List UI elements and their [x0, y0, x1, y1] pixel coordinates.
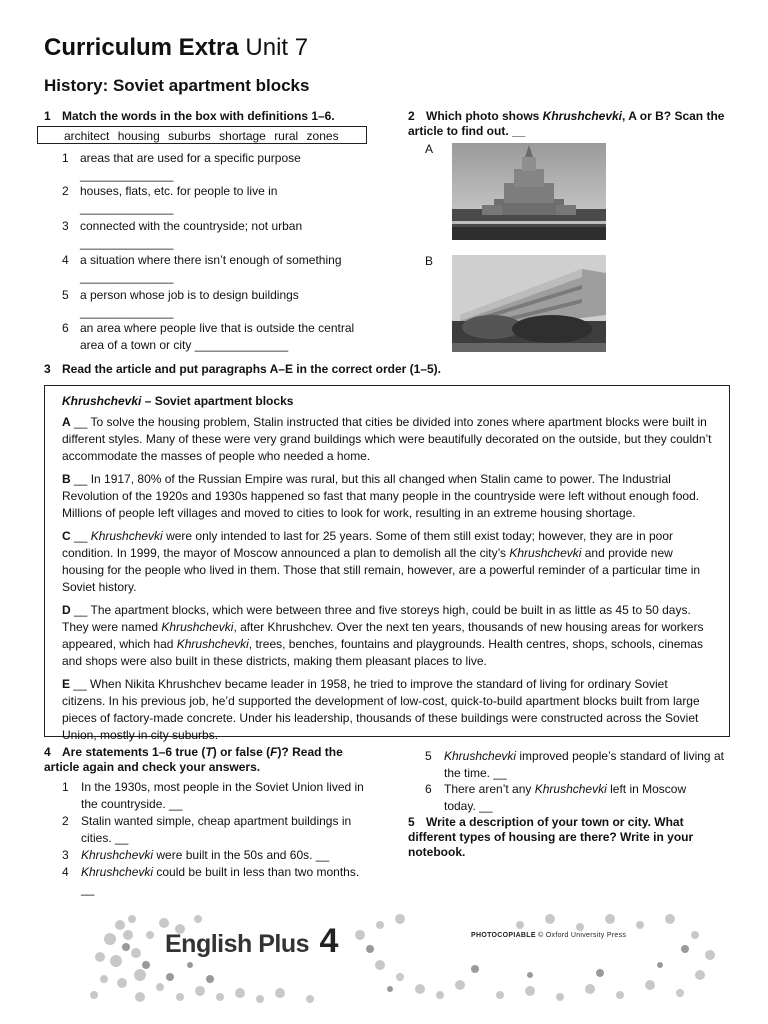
answer-blank[interactable]: ______________	[80, 168, 174, 182]
word-zones: zones	[306, 129, 339, 143]
q1-number: 1	[44, 109, 51, 123]
article-title: Khrushchevki – Soviet apartment blocks	[62, 394, 294, 408]
paragraph-b: B __ In 1917, 80% of the Russian Empire was rural, but this all changed when Stalin came to power. The Industrial Revolution of the 1920s and 1930s happened so fast that many people in the countryside were left without enough food. Millions of people left villages and moved to cities to look for work, resulting in an extreme housing shortage.	[62, 472, 700, 520]
footer-logo	[165, 922, 338, 961]
photo-b-label: B	[425, 254, 434, 268]
word-architect: architect	[64, 129, 110, 143]
page-subtitle: History: Soviet apartment blocks	[44, 76, 310, 95]
q1-item-3: 3 connected with the countryside; not urban ______________	[62, 219, 303, 250]
q3-number: 3	[44, 362, 51, 376]
answer-blank[interactable]: ______________	[80, 305, 174, 319]
q3-instruction: Read the article and put paragraphs A–E in the correct order (1–5).	[62, 362, 441, 376]
q1-item-2: 2 houses, flats, etc. for people to live in ______________	[62, 184, 278, 215]
word-box	[37, 126, 367, 144]
page-title	[44, 34, 308, 62]
q1-instruction: Match the words in the box with definitions 1–6.	[62, 109, 335, 123]
q4-number: 4	[44, 745, 51, 759]
footer-copyright: © Oxford University Press	[538, 932, 627, 939]
answer-blank[interactable]: ______________	[80, 270, 174, 284]
word-housing: housing	[117, 129, 160, 143]
q3-heading	[44, 362, 441, 377]
answer-blank[interactable]: __	[70, 603, 91, 617]
answer-blank[interactable]: ______________	[80, 236, 174, 250]
q4-item-2: 2 Stalin wanted simple, cheap apartment buildings in cities. __	[62, 814, 352, 845]
q1-heading	[44, 109, 335, 124]
q2-number: 2	[408, 109, 415, 123]
answer-blank[interactable]: __	[70, 529, 91, 543]
article-box	[44, 385, 730, 742]
q1-item-6: 6 an area where people live that is outside the central area of a town or city ______________	[62, 321, 355, 352]
title-bold: Curriculum Extra	[44, 34, 239, 61]
q4-item-5: 5 Khrushchevki improved people’s standard of living at the time. __	[425, 749, 724, 780]
paragraph-d: D __ The apartment blocks, which were between three and five storeys high, could be built in as little as 45 to 50 days. They were named Khrushchevki, after Khrushchev. Over the next ten years, thousands of new housing areas for workers appeared, which had Khrushchevki, trees, benches, fountains and playgrounds. Health centres, shops, schools, cinemas and shops were also built in these districts, making them pleasant places to live.	[62, 603, 704, 668]
photo-b-apartment-block	[452, 255, 606, 352]
q5-number: 5	[408, 815, 415, 829]
word-suburbs: suburbs	[168, 129, 211, 143]
answer-blank[interactable]: __	[70, 677, 91, 691]
q4-item-3: 3 Khrushchevki were built in the 50s and 60s. __	[62, 848, 330, 862]
footer-level: 4	[319, 922, 338, 960]
paragraph-a: A __ To solve the housing problem, Stalin instructed that cities be divided into zones where apartment blocks were built in different styles. Many of these were very grand buildings which were beautifully decorated on the outside, but they couldn’t accommodate the masses of people who needed a home.	[62, 415, 712, 463]
q5-instruction: Write a description of your town or city. What different types of housing are there? Write in your notebook.	[408, 815, 694, 859]
word-rural: rural	[274, 129, 299, 143]
footer-brand-plus: Plus	[258, 930, 310, 958]
title-unit: Unit 7	[238, 34, 309, 61]
answer-blank[interactable]: __	[70, 415, 91, 429]
q2-heading: 2 Which photo shows Khrushchevki, A or B? Scan the article to find out. __	[408, 109, 725, 138]
q4-item-6: 6 There aren’t any Khrushchevki left in Moscow today. __	[425, 782, 687, 813]
footer-photocopiable: PHOTOCOPIABLE © Oxford University Press	[471, 932, 627, 939]
q1-item-5: 5 a person whose job is to design buildings ______________	[62, 288, 299, 319]
q5-heading	[408, 815, 728, 860]
photo-a-label: A	[425, 142, 434, 156]
word-shortage: shortage	[219, 129, 266, 143]
answer-blank[interactable]: __	[70, 472, 91, 486]
q1-item-4: 4 a situation where there isn’t enough of something ______________	[62, 253, 342, 284]
footer-brand-english: English	[165, 930, 252, 958]
paragraph-c: C __ Khrushchevki were only intended to last for 25 years. Some of them still exist today; however, they are in poor condition. In 1999, the mayor of Moscow announced a plan to demolish all the city’s Khrushchevki and provide new housing for the people who lived in them. Those that still remain, however, are a powerful reminder of a particular time in Soviet history.	[62, 529, 701, 594]
paragraph-e: E __ When Nikita Khrushchev became leader in 1958, he tried to improve the standard of living for ordinary Soviet citizens. In his previous job, he’d supported the development of low-cost, quick-to-build apartment blocks built from large pieces of factory-made concrete. Under his leadership, thousands of these buildings were constructed across the Soviet Union, mostly in city suburbs.	[62, 677, 700, 742]
q4-heading: 4 Are statements 1–6 true (T) or false (F)? Read the article again and check your answers.	[44, 745, 343, 774]
photo-a-kotelnicheskaya-tower	[452, 143, 606, 240]
q1-item-1: 1 areas that are used for a specific purpose ______________	[62, 151, 301, 182]
q4-item-1: 1 In the 1930s, most people in the Soviet Union lived in the countryside. __	[62, 780, 364, 811]
q4-item-4: 4 Khrushchevki could be built in less than two months. __	[62, 865, 360, 896]
answer-blank[interactable]: ______________	[80, 201, 174, 215]
